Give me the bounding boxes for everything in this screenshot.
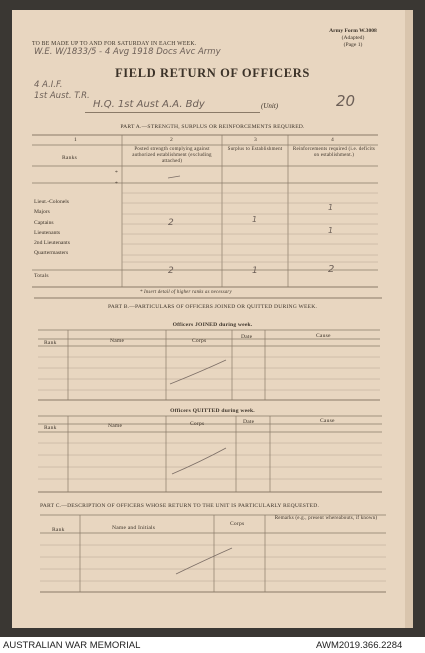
handwritten-line-3: 1st Aust. T.R. bbox=[34, 91, 90, 101]
handwritten-unit: H.Q. 1st Aust A.A. Bdy bbox=[93, 99, 205, 110]
dash-stroke bbox=[168, 176, 180, 178]
part-a-footnote: * Insert detail of higher ranks as necessary bbox=[140, 290, 232, 295]
col-num-1: 1 bbox=[74, 137, 77, 143]
ranks-list bbox=[34, 197, 70, 259]
asterisk-2: * bbox=[115, 181, 118, 187]
joined-col-rank: Rank bbox=[44, 340, 57, 346]
quitted-title: Officers QUITTED during week. bbox=[170, 408, 255, 414]
form-adapted: (Adapted) bbox=[341, 35, 365, 41]
totals-label: Totals bbox=[34, 273, 49, 279]
cancel-stroke-quitted bbox=[172, 448, 226, 474]
handwritten-number: 20 bbox=[336, 92, 356, 110]
col-num-4: 4 bbox=[331, 137, 334, 143]
quitted-col-rank: Rank bbox=[44, 425, 57, 431]
col-head-surplus: Surplus to Establishment bbox=[227, 147, 283, 152]
footer-accession: AWM2019.366.2284 bbox=[316, 640, 403, 651]
form-page: (Page 1) bbox=[343, 42, 363, 48]
quitted-col-corps: Corps bbox=[190, 421, 205, 427]
part-a-heading: PART A.—STRENGTH, SURPLUS OR REINFORCEMENTS REQUIRED. bbox=[120, 124, 305, 130]
joined-col-date: Date bbox=[241, 334, 253, 340]
rank-lieutenants: Lieutenants bbox=[34, 229, 61, 236]
mark-totals-surplus: 1 bbox=[252, 266, 258, 276]
archive-footer bbox=[0, 637, 425, 653]
rank-lieut-colonels: Lieut.-Colonels bbox=[34, 199, 69, 205]
col-num-2: 2 bbox=[170, 137, 173, 143]
mark-captains-posted: 2 bbox=[168, 218, 174, 228]
joined-col-corps: Corps bbox=[192, 338, 207, 344]
rank-majors: Majors bbox=[34, 209, 50, 216]
col-head-ranks: Ranks bbox=[62, 155, 77, 161]
handwritten-line-2: 4 A.I.F. bbox=[34, 80, 63, 90]
quitted-col-name: Name bbox=[108, 423, 123, 429]
joined-title: Officers JOINED during week. bbox=[172, 322, 253, 328]
joined-col-cause: Cause bbox=[316, 333, 331, 339]
asterisk-1: * bbox=[115, 170, 118, 176]
part-c-col-name: Name and Initials bbox=[112, 525, 156, 531]
form-number: Army Form W.3008 bbox=[329, 28, 377, 34]
footer-institution: AUSTRALIAN WAR MEMORIAL bbox=[3, 640, 141, 651]
quitted-col-date: Date bbox=[243, 419, 255, 425]
rank-2nd-lieutenants: 2nd Lieutenants bbox=[34, 240, 70, 247]
col-head-posted: Posted strength complying against authorized establishment (excluding attached) bbox=[132, 147, 212, 164]
rank-quartermasters: Quartermasters bbox=[34, 250, 69, 257]
mark-lieutenants-reinf: 1 bbox=[328, 226, 334, 235]
handwritten-line-1: W.E. W/1833/5 - 4 Avg 1918 Docs Avc Army bbox=[34, 47, 221, 57]
mark-totals-posted: 2 bbox=[168, 266, 174, 276]
rank-captains: Captains bbox=[34, 219, 54, 226]
cancel-stroke-joined bbox=[170, 360, 226, 384]
joined-col-name: Name bbox=[110, 338, 125, 344]
part-c-col-corps: Corps bbox=[230, 521, 245, 527]
part-b-heading: PART B.—PARTICULARS OF OFFICERS JOINED OR QUITTED DURING WEEK. bbox=[107, 304, 318, 310]
part-c-col-remarks: Remarks (e.g., present whereabouts, if known) bbox=[274, 516, 378, 521]
form-notice: TO BE MADE UP TO AND FOR SATURDAY IN EACH WEEK. bbox=[32, 41, 197, 47]
mark-totals-reinf: 2 bbox=[328, 264, 335, 275]
part-c-heading: PART C.—DESCRIPTION OF OFFICERS WHOSE RETURN TO THE UNIT IS PARTICULARLY REQUESTED. bbox=[40, 503, 320, 509]
unit-label: (Unit) bbox=[261, 102, 279, 110]
col-num-3: 3 bbox=[254, 137, 257, 143]
part-c-col-rank: Rank bbox=[52, 527, 65, 533]
mark-captains-reinf: 1 bbox=[328, 203, 334, 212]
col-head-reinforcements: Reinforcements required (i.e. deficits on establishment.) bbox=[292, 147, 376, 158]
mark-lieutenants-surplus: 1 bbox=[252, 215, 258, 224]
cancel-stroke-part-c bbox=[176, 548, 232, 574]
quitted-col-cause: Cause bbox=[320, 418, 335, 424]
form-title: FIELD RETURN OF OFFICERS bbox=[115, 66, 310, 80]
